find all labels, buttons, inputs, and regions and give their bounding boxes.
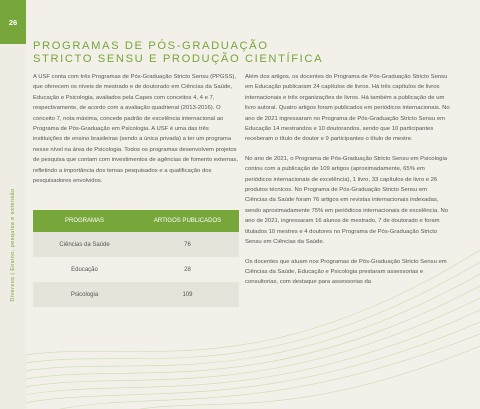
row-count: 109 [182,291,193,298]
page-sidebar [0,0,26,409]
right-paragraph: No ano de 2021, o Programa de Pós-Graduação Stricto Sensu em Psicologia contou com a publicação de 109 artigos (aproximadamente, 65% em periódicos internacionais de excelência), 1 livro, 33 capítulos de livro e 26 produtos técnicos. No Programa de Pós-Graduação Stricto Sensu em Ciências da Saúde foram 76 artigos em revistas internacionais indexadas, sendo aproximadamente 75% em periódicos internacionais de excelência. No ano de 2021, ingressaram 16 alunos de mestrado, 7 de doutorado e foram titulados 10 mestres e 4 doutores no Programa de Pós-Graduação Stricto Sensu em Ciências da Saúde. [245,155,449,246]
header-artigos: ARTIGOS PUBLICADOS [153,218,222,224]
row-program: Educação [71,266,98,273]
row-program: Ciências da Saúde [59,241,110,248]
left-column [33,72,238,195]
page-number: 26 [0,0,26,44]
table-row [33,282,239,307]
title-line-2: STRICTO SENSU E PRODUÇÃO CIENTÍFICA [33,53,324,65]
row-program: Psicologia [70,291,99,298]
publications-table [33,210,239,307]
right-paragraph: Além dos artigos, os docentes do Programa de Pós-Graduação Stricto Sensu em Educação publicaram 24 capítulos de livros. Há três capítulos de livros internacionais e três organizações de livros. Há também a publicação de um livro autoral. Quatro artigos foram publicados em periódicos internacionais. No ano de 2021 ingressaram no Programa de Pós-Graduação Stricto Sensu em Educação 14 mestrandos e 10 doutorandos, sendo que 10 participantes receberam o título de doutor e 9 participantes o título de mestre. [245,74,450,143]
table-header [33,210,239,232]
side-section-label: Diversus | Ensino, pesquisa e extensão [10,188,16,302]
right-paragraph: Os docentes que atuam nos Programas de Pós-Graduação Stricto Sensu em Ciências da Saúde, Educação e Psicologia prestaram assessorias e consultorias, com destaque para assessorias da [245,258,447,286]
title-line-1: PROGRAMAS DE PÓS-GRADUAÇÃO [33,40,269,52]
header-programas: PROGRAMAS [64,218,104,224]
table-row [33,232,239,257]
left-paragraph: A USF conta com três Programas de Pós-Graduação Stricto Sensu (PPGSS), que oferecem os níveis de mestrado e de doutorado em Ciências da Saúde, Educação e Psicologia, avaliados pela Capes com conceitos 4, 4 e 7, respectivamente, de acordo com a avaliação quadrienal (2013-2016). O conceito 7, nota máxima, concede padrão de excelência internacional ao Programa de Pós-Graduação em Psicologia. A USF é uma das três instituições de ensino brasileiras (sendo a única privada) a ter um programa nesse nível na área de Psicologia. Todos os programas desenvolvem projetos de pesquisa que contam com investimentos de agências de fomento externas, refletindo a importância dos temas pesquisados e a qualificação dos pesquisadores envolvidos. [33,74,238,185]
table-row [33,257,239,282]
row-count: 28 [184,266,191,273]
section-title [33,40,463,66]
right-column [245,72,450,297]
row-count: 76 [184,241,191,248]
